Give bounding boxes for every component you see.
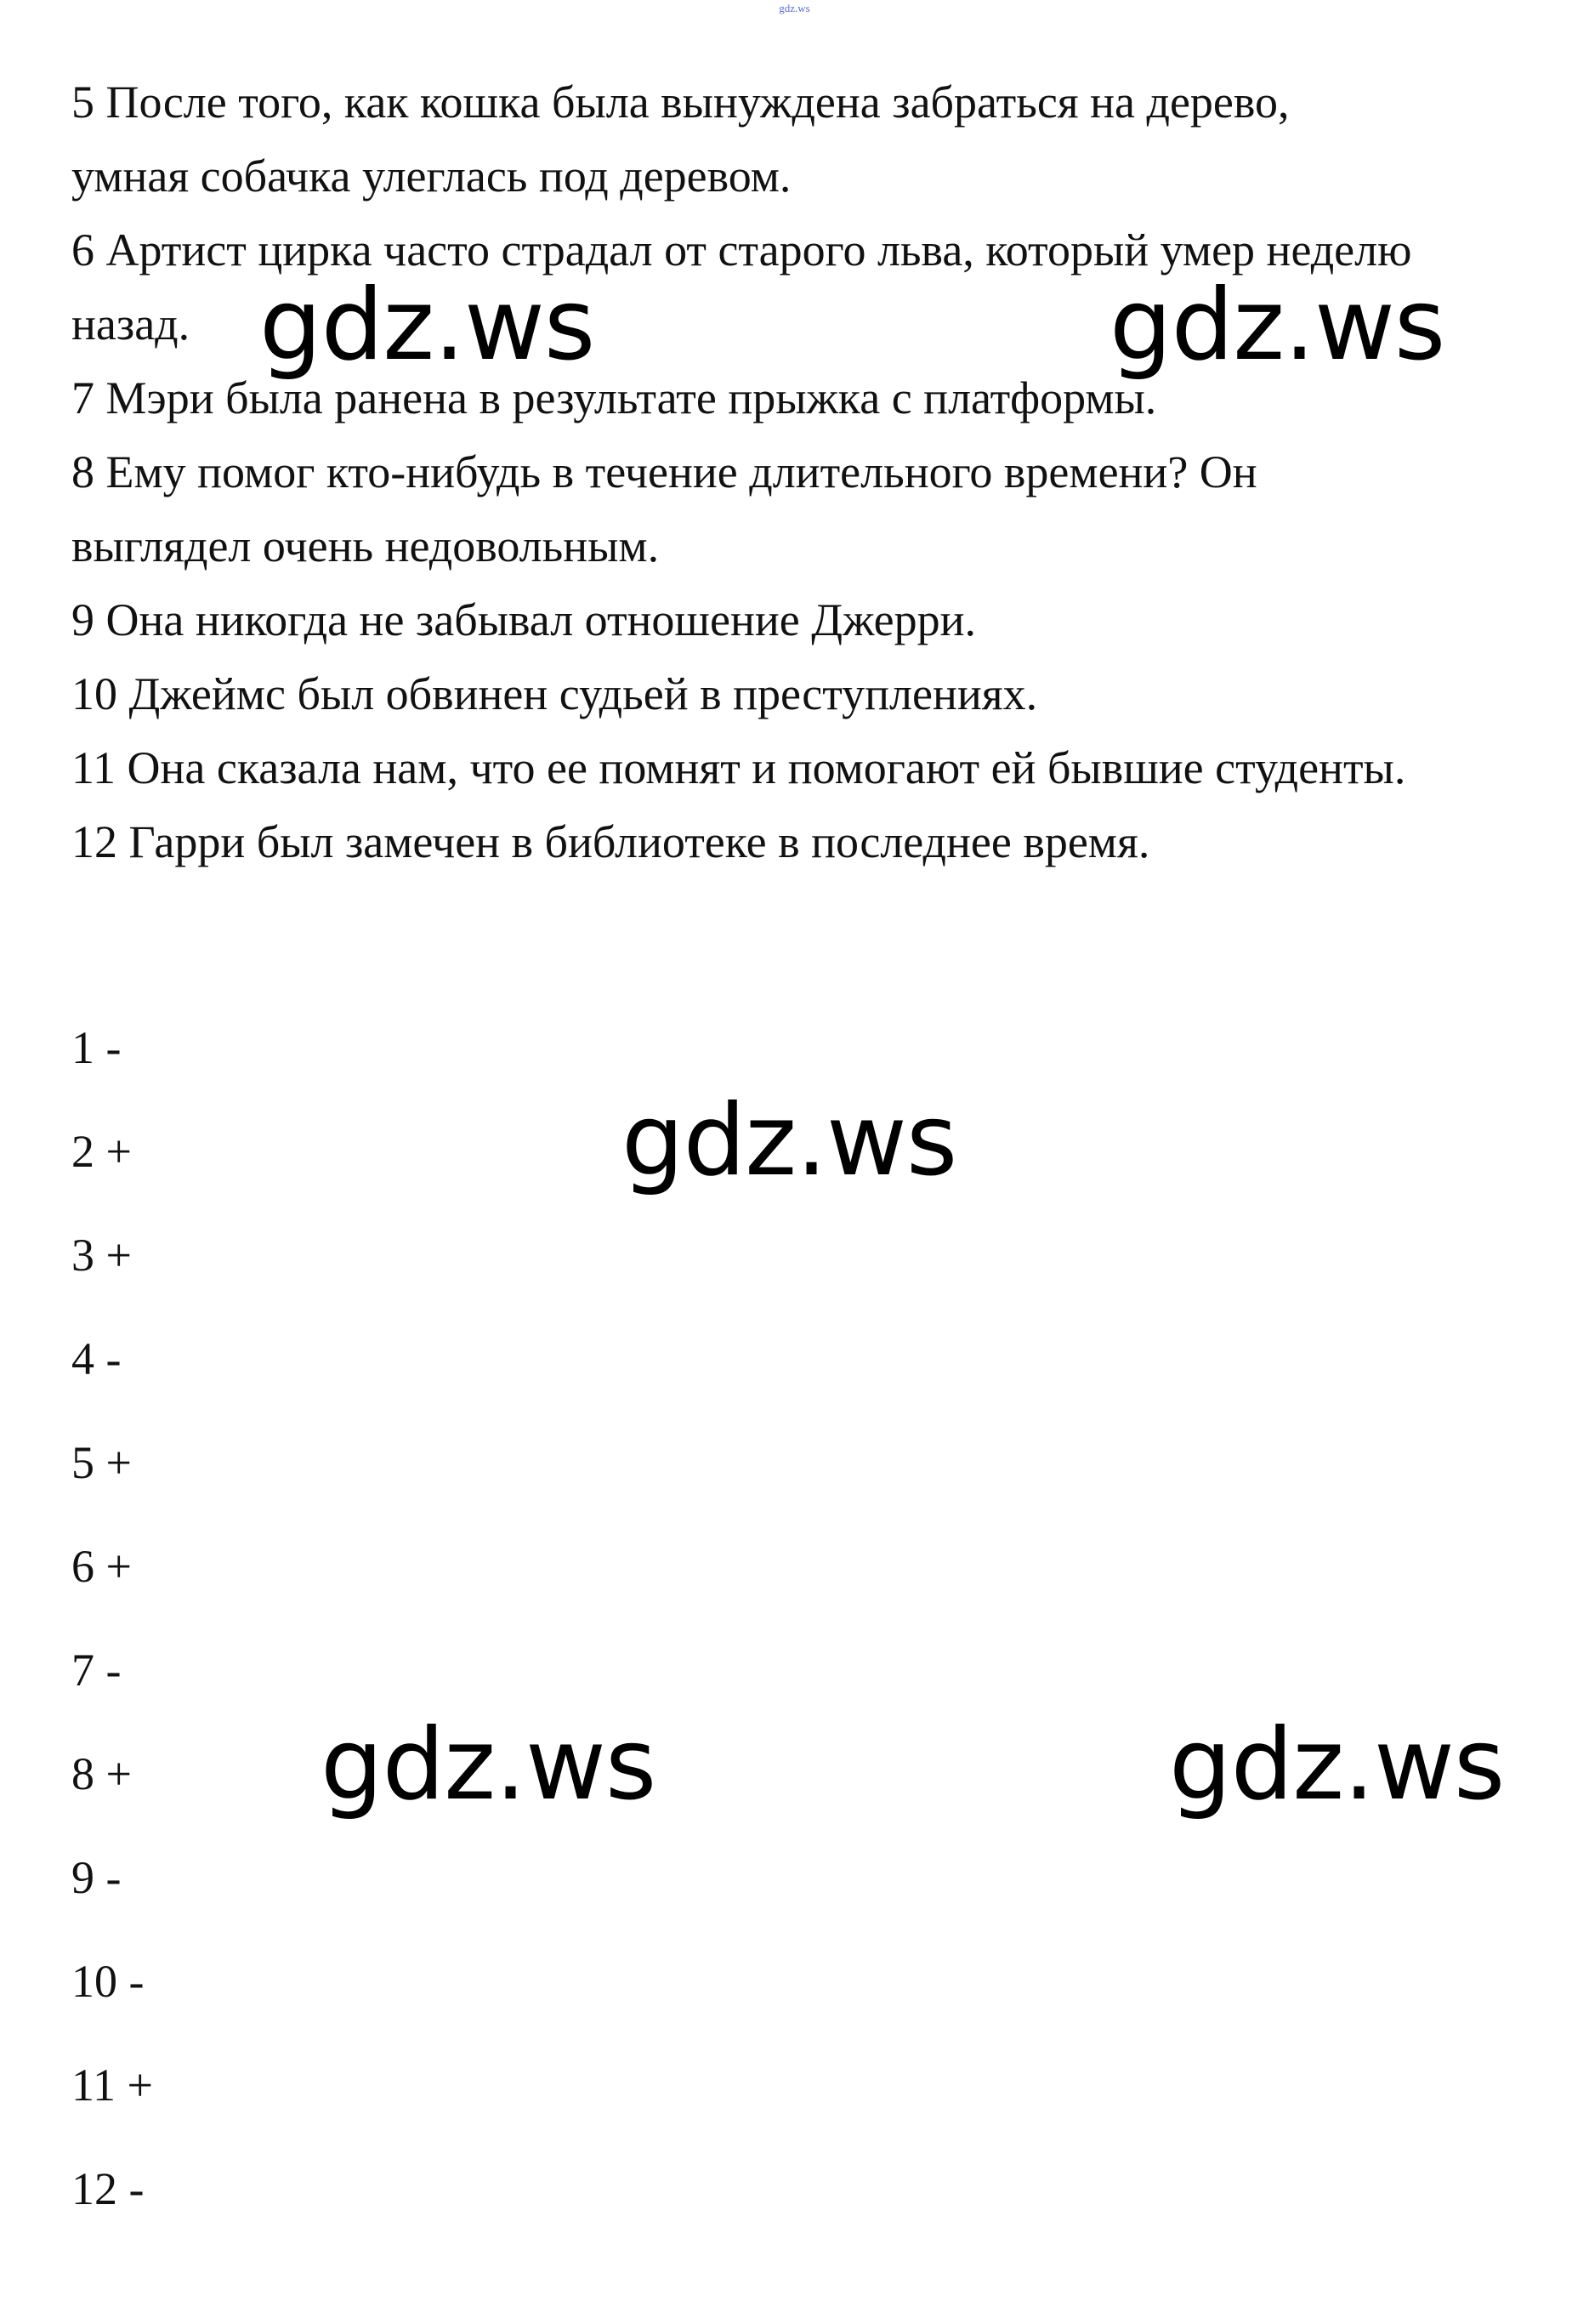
answer-item: 8 + bbox=[71, 1748, 132, 1799]
sentence-line: 11 Она сказала нам, что ее помнят и помогают ей бывшие студенты. bbox=[71, 742, 1406, 793]
watermark: gdz.ws bbox=[321, 1707, 656, 1822]
sentence-line: 7 Мэри была ранена в результате прыжка с платформы. bbox=[71, 372, 1157, 423]
watermark: gdz.ws bbox=[259, 268, 595, 383]
answer-item: 10 - bbox=[71, 1956, 145, 2007]
watermark: gdz.ws bbox=[1169, 1707, 1505, 1822]
answer-item: 3 + bbox=[71, 1230, 132, 1281]
watermark: gdz.ws bbox=[1109, 268, 1445, 383]
answer-item: 4 - bbox=[71, 1333, 122, 1384]
answer-item: 2 + bbox=[71, 1126, 132, 1177]
answer-item: 7 - bbox=[71, 1645, 122, 1696]
sentence-line: 9 Она никогда не забывал отношение Джерри. bbox=[71, 594, 977, 645]
sentence-line: 8 Ему помог кто-нибудь в течение длительного времени? Он bbox=[71, 446, 1257, 497]
sentence-line: 10 Джеймс был обвинен судьей в преступлениях. bbox=[71, 668, 1038, 719]
answer-item: 12 - bbox=[71, 2163, 145, 2214]
answer-item: 5 + bbox=[71, 1437, 132, 1488]
answer-item: 9 - bbox=[71, 1852, 122, 1903]
sentence-line: назад. bbox=[71, 298, 190, 349]
answer-item: 1 - bbox=[71, 1022, 122, 1073]
answer-item: 11 + bbox=[71, 2060, 153, 2111]
sentence-line: 6 Артист цирка часто страдал от старого льва, который умер неделю bbox=[71, 224, 1412, 276]
answer-item: 6 + bbox=[71, 1541, 132, 1592]
watermark: gdz.ws bbox=[621, 1083, 957, 1198]
sentence-line: 12 Гарри был замечен в библиотеке в последнее время. bbox=[71, 816, 1150, 867]
source-mark: gdz.ws bbox=[779, 2, 810, 14]
sentence-line: выглядел очень недовольным. bbox=[71, 520, 660, 571]
sentence-line: 5 После того, как кошка была вынуждена забраться на дерево, bbox=[71, 77, 1290, 128]
sentence-line: умная собачка улеглась под деревом. bbox=[71, 151, 792, 202]
